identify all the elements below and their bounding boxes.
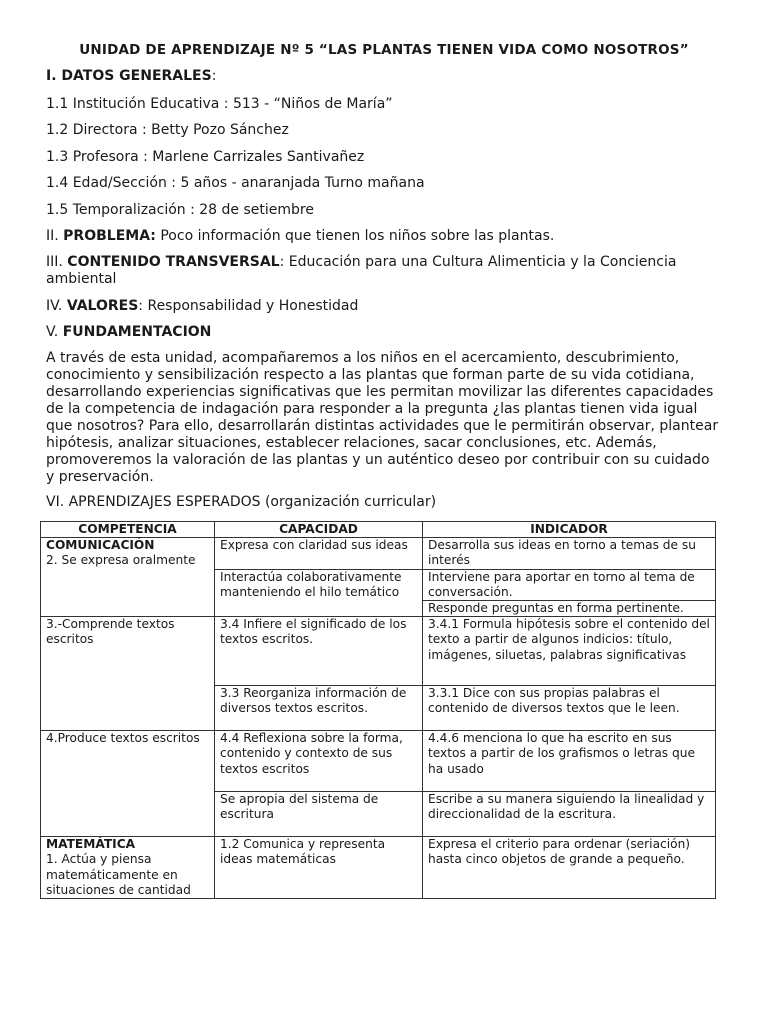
- capacity-cell: 3.3 Reorganiza información de diversos textos escritos.: [215, 686, 423, 731]
- header-capacidad: CAPACIDAD: [215, 522, 423, 538]
- table-row: [41, 731, 716, 792]
- indicator-cell: Escribe a su manera siguiendo la linealidad y direccionalidad de la escritura.: [423, 792, 716, 837]
- header-competencia: COMPETENCIA: [41, 522, 215, 538]
- general-data-colon: :: [211, 68, 217, 84]
- capacity-cell: 1.2 Comunica y representa ideas matemáticas: [215, 837, 423, 899]
- values-label: VALORES: [66, 298, 139, 314]
- competence-text: 2. Se expresa oralmente: [46, 553, 196, 568]
- table-row: [41, 837, 716, 899]
- problem-label: PROBLEMA:: [63, 228, 156, 244]
- indicator-cell: 3.4.1 Formula hipótesis sobre el contenido del texto a partir de algunos indicios: título, imágenes, siluetas, palabras significativas: [423, 617, 716, 686]
- table-header-row: [41, 522, 716, 538]
- indicator-cell: 3.3.1 Dice con sus propias palabras el contenido de diversos textos que le leen.: [423, 686, 716, 731]
- foundation-heading: [46, 324, 211, 340]
- age-section-line: 1.4 Edad/Sección : 5 años - anaranjada Turno mañana: [46, 175, 425, 191]
- institution-line: 1.1 Institución Educativa : 513 - “Niños de María”: [46, 96, 393, 112]
- indicator-cell: Interviene para aportar en torno al tema de conversación.: [423, 569, 716, 600]
- capacity-cell: Interactúa colaborativamente manteniendo el hilo temático: [215, 569, 423, 617]
- values-line: [46, 298, 358, 314]
- transversal-content: [46, 254, 722, 288]
- transversal-text: : Educación para una Cultura Alimenticia y la Conciencia ambiental: [46, 254, 677, 287]
- header-indicador: INDICADOR: [423, 522, 716, 538]
- competence-text: 1. Actúa y piensa matemáticamente en situaciones de cantidad: [46, 852, 191, 897]
- competence-cell: [41, 837, 215, 899]
- director-line: 1.2 Directora : Betty Pozo Sánchez: [46, 122, 289, 138]
- curriculum-table: [40, 521, 716, 899]
- foundation-prefix: V.: [46, 324, 63, 340]
- timing-line: 1.5 Temporalización : 28 de setiembre: [46, 202, 314, 218]
- values-prefix: IV.: [46, 298, 67, 314]
- teacher-line: 1.3 Profesora : Marlene Carrizales Santivañez: [46, 149, 365, 165]
- capacity-cell: 3.4 Infiere el significado de los textos escritos.: [215, 617, 423, 686]
- capacity-cell: 4.4 Reflexiona sobre la forma, contenido y contexto de sus textos escritos: [215, 731, 423, 792]
- capacity-cell: Expresa con claridad sus ideas: [215, 538, 423, 569]
- transversal-label: CONTENIDO TRANSVERSAL: [67, 254, 280, 270]
- table-row: [41, 617, 716, 686]
- competence-cell: 4.Produce textos escritos: [41, 731, 215, 837]
- problem-text: Poco información que tienen los niños sobre las plantas.: [155, 228, 555, 244]
- foundation-paragraph: A través de esta unidad, acompañaremos a los niños en el acercamiento, descubrimiento, conocimiento y sensibilización respecto a las plantas que forman parte de su vida cotidiana, desarrollando experiencias significativas que les permitan movilizar las diferentes capacidades de la competencia de indagación para responder a la pregunta ¿las plantas tienen vida igual que nosotros? Para ello, desarrollarán distintas actividades que le permitirán observar, plantear hipótesis, analizar situaciones, establecer relaciones, sacar conclusiones, etc. Además, promoveremos la valoración de las plantas y un auténtico deseo por contribuir con su cuidado y preservación.: [46, 350, 719, 485]
- capacity-cell: Se apropia del sistema de escritura: [215, 792, 423, 837]
- problem-line: [46, 228, 554, 244]
- indicator-cell: Desarrolla sus ideas en torno a temas de su interés: [423, 538, 716, 569]
- competence-area: COMUNICACIÓN: [46, 538, 155, 553]
- indicator-cell: Expresa el criterio para ordenar (seriación) hasta cinco objetos de grande a pequeño.: [423, 837, 716, 899]
- problem-prefix: II.: [46, 228, 64, 244]
- transversal-prefix: III.: [46, 254, 68, 270]
- table-row: [41, 538, 716, 569]
- foundation-label: FUNDAMENTACION: [62, 324, 212, 340]
- general-data-label: I. DATOS GENERALES: [46, 68, 212, 84]
- competence-cell: 3.-Comprende textos escritos: [41, 617, 215, 731]
- indicator-cell: Responde preguntas en forma pertinente.: [423, 601, 716, 617]
- general-data-heading: [46, 68, 216, 84]
- values-text: : Responsabilidad y Honestidad: [138, 298, 359, 314]
- learning-heading: VI. APRENDIZAJES ESPERADOS (organización curricular): [46, 494, 437, 510]
- competence-cell: [41, 538, 215, 617]
- indicator-cell: 4.4.6 menciona lo que ha escrito en sus textos a partir de los grafismos o letras que ha usado: [423, 731, 716, 792]
- unit-title: UNIDAD DE APRENDIZAJE Nº 5 “LAS PLANTAS TIENEN VIDA COMO NOSOTROS”: [79, 42, 689, 58]
- competence-area: MATEMÁTICA: [46, 837, 136, 852]
